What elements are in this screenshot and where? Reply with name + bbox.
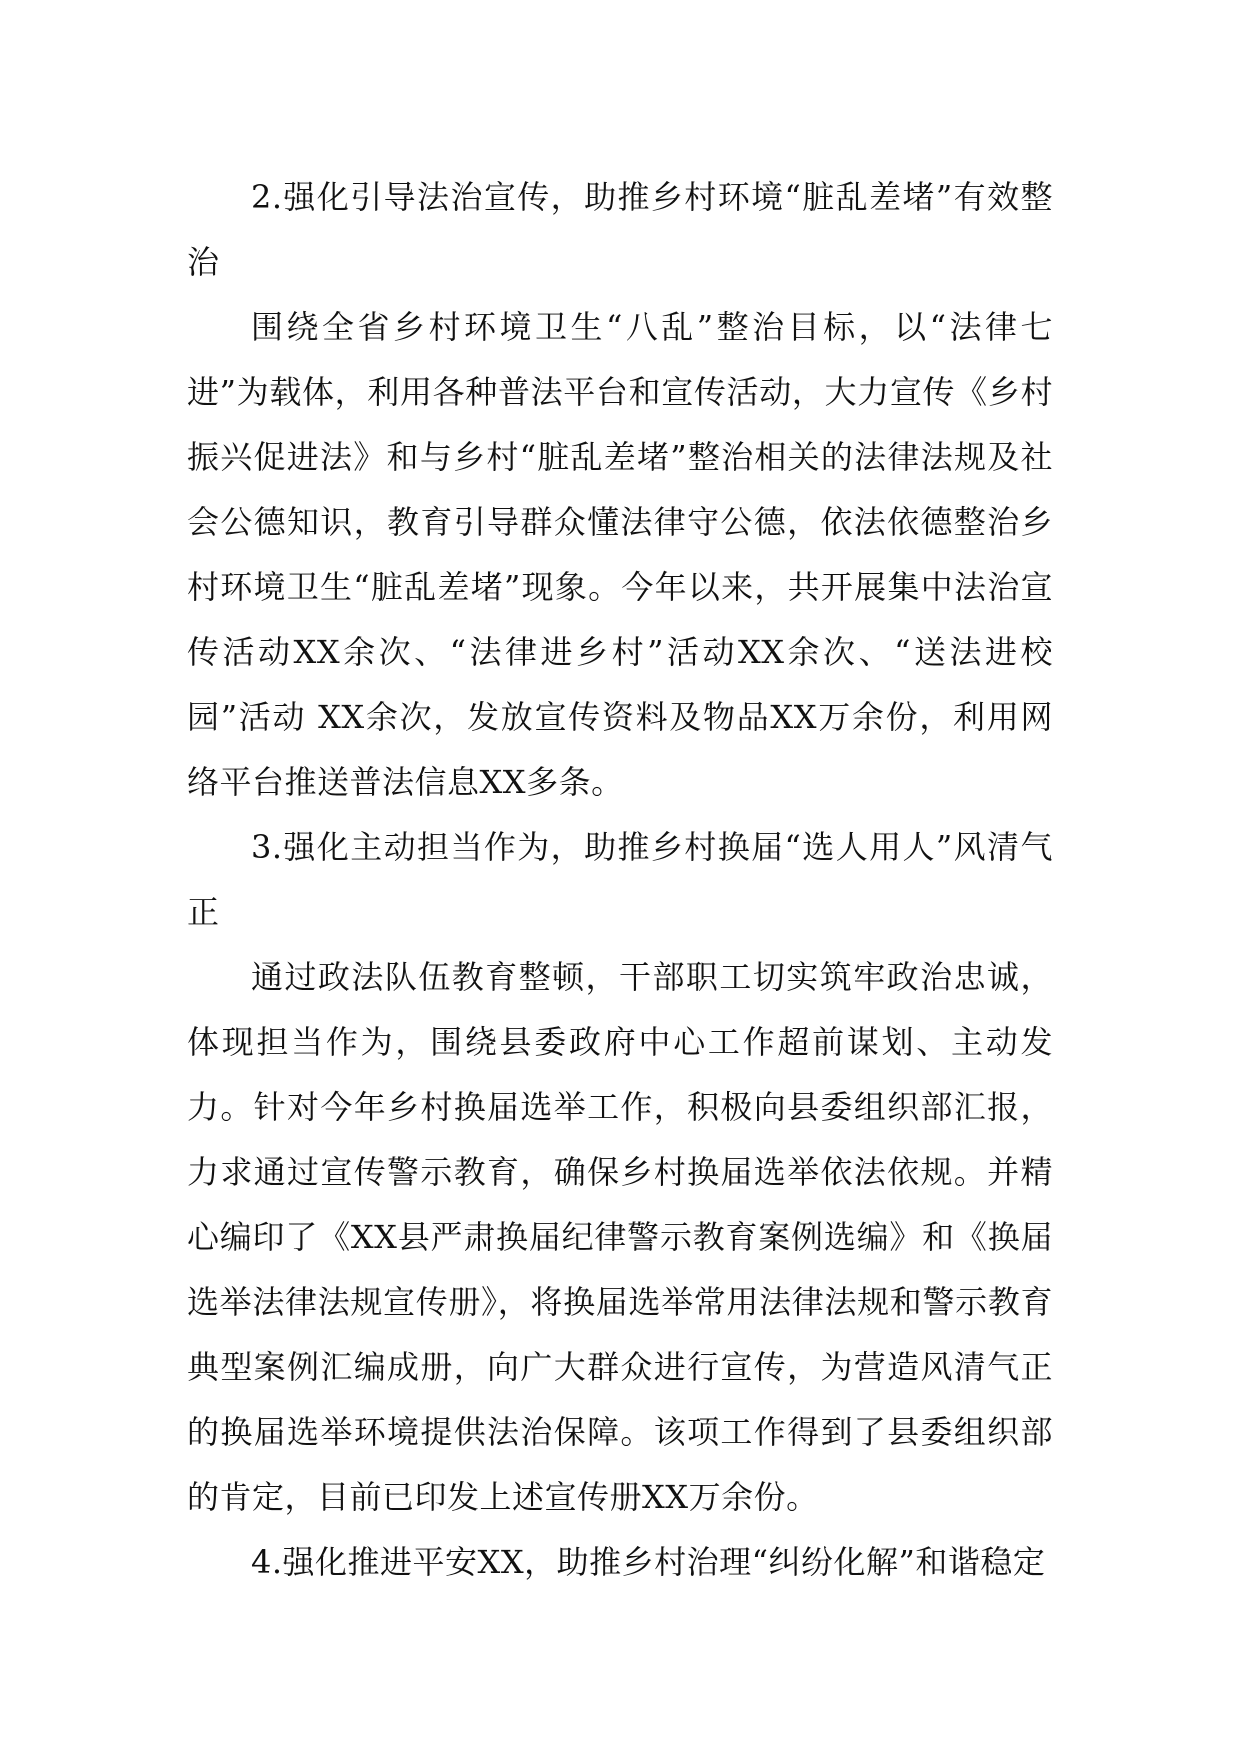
section-heading-2: 2.强化引导法治宣传，助推乡村环境“脏乱差堵”有效整治 xyxy=(187,178,1053,281)
body-paragraph-1: 围绕全省乡村环境卫生“八乱”整治目标，以“法律七进”为载体，利用各种普法平台和宣传活动，大力宣传《乡村振兴促进法》和与乡村“脏乱差堵”整治相关的法律法规及社会公德知识，教育引导群众懂法律守公德，依法依德整治乡村环境卫生“脏乱差堵”现象。今年以来，共开展集中法治宣传活动XX余次、“法律进乡村”活动XX余次、“送法进校园”活动 XX余次，发放宣传资料及物品XX万余份，利用网络平台推送普法信息XX多条。 xyxy=(187,308,1053,801)
body-paragraph-2: 通过政法队伍教育整顿，干部职工切实筑牢政治忠诚，体现担当作为，围绕县委政府中心工作超前谋划、主动发力。针对今年乡村换届选举工作，积极向县委组织部汇报，力求通过宣传警示教育，确保乡村换届选举依法依规。并精心编印了《XX县严肃换届纪律警示教育案例选编》和《换届选举法律法规宣传册》，将换届选举常用法律法规和警示教育典型案例汇编成册，向广大群众进行宣传，为营造风清气正的换届选举环境提供法治保障。该项工作得到了县委组织部的肯定，目前已印发上述宣传册XX万余份。 xyxy=(187,958,1053,1516)
section-heading-3: 3.强化主动担当作为，助推乡村换届“选人用人”风清气正 xyxy=(187,828,1053,931)
section-heading-4: 4.强化推进平安XX，助推乡村治理“纠纷化解”和谐稳定 xyxy=(251,1543,1046,1581)
document-body xyxy=(187,165,1053,1595)
